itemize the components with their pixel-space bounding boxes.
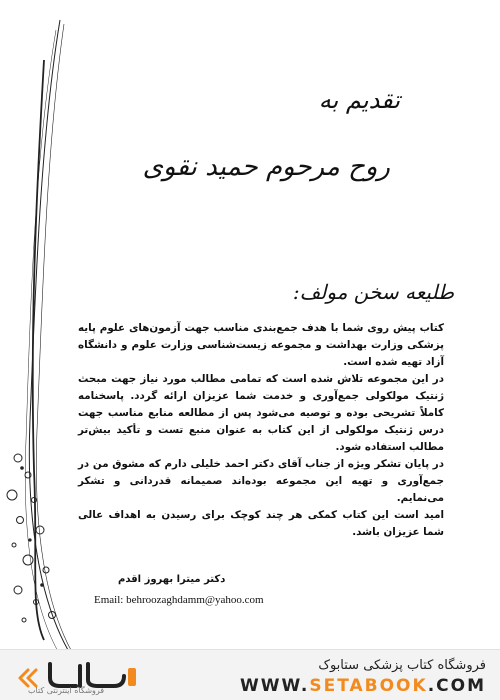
footer-banner bbox=[0, 649, 500, 700]
preface-paragraph: کتاب پیش روی شما با هدف جمع‌بندی مناسب جهت آزمون‌های علوم پایه پزشکی وزارت بهداشت و مجموعه زیست‌شناسی وزارت علوم و دانشگاه آزاد تهیه شده است. bbox=[78, 322, 444, 368]
preface-title: طلیعه سخن مولف: bbox=[292, 280, 454, 304]
logo-subtitle: فروشگاه اینترنتی کتاب bbox=[28, 686, 105, 695]
preface-paragraph: در این مجموعه تلاش شده است که تمامی مطالب مورد نیاز جهت مبحث ژنتیک مولکولی جمع‌آوری و خدمت شما عزیزان ارائه گردد. پاسخنامه کاملاً تشریحی بوده و توصیه می‌شود پس از مطالعه منابع مناسب جهت درس ژنتیک مولکولی از این کتاب به عنوان منبع تست و تأکید بیش‌تر مطالب استفاده شود. bbox=[78, 373, 444, 453]
store-url[interactable] bbox=[240, 676, 486, 696]
url-suffix: .COM bbox=[427, 676, 486, 696]
preface-body bbox=[78, 320, 444, 541]
preface-paragraph: امید است این کتاب کمکی هر چند کوچک برای رسیدن به اهداف عالی شما عزیزان باشد. bbox=[78, 509, 444, 538]
url-accent: SETABOOK bbox=[309, 676, 428, 696]
preface-paragraph: در پایان تشکر ویژه از جناب آقای دکتر احمد خلیلی دارم که مشوق من در جمع‌آوری و تهیه این مجموعه بوده‌اند صمیمانه قدردانی و تشکر می‌نمایم. bbox=[78, 458, 444, 504]
dedication-title: تقدیم به bbox=[318, 86, 400, 114]
url-prefix: WWW. bbox=[240, 676, 310, 696]
store-name: فروشگاه کتاب پزشکی ستابوک bbox=[318, 658, 486, 673]
author-email: Email: behroozaghdamm@yahoo.com bbox=[94, 594, 264, 606]
dedication-name: روح مرحوم حمید نقوی bbox=[142, 152, 390, 182]
author-name: دکتر میترا بهروز اقدم bbox=[118, 574, 226, 585]
